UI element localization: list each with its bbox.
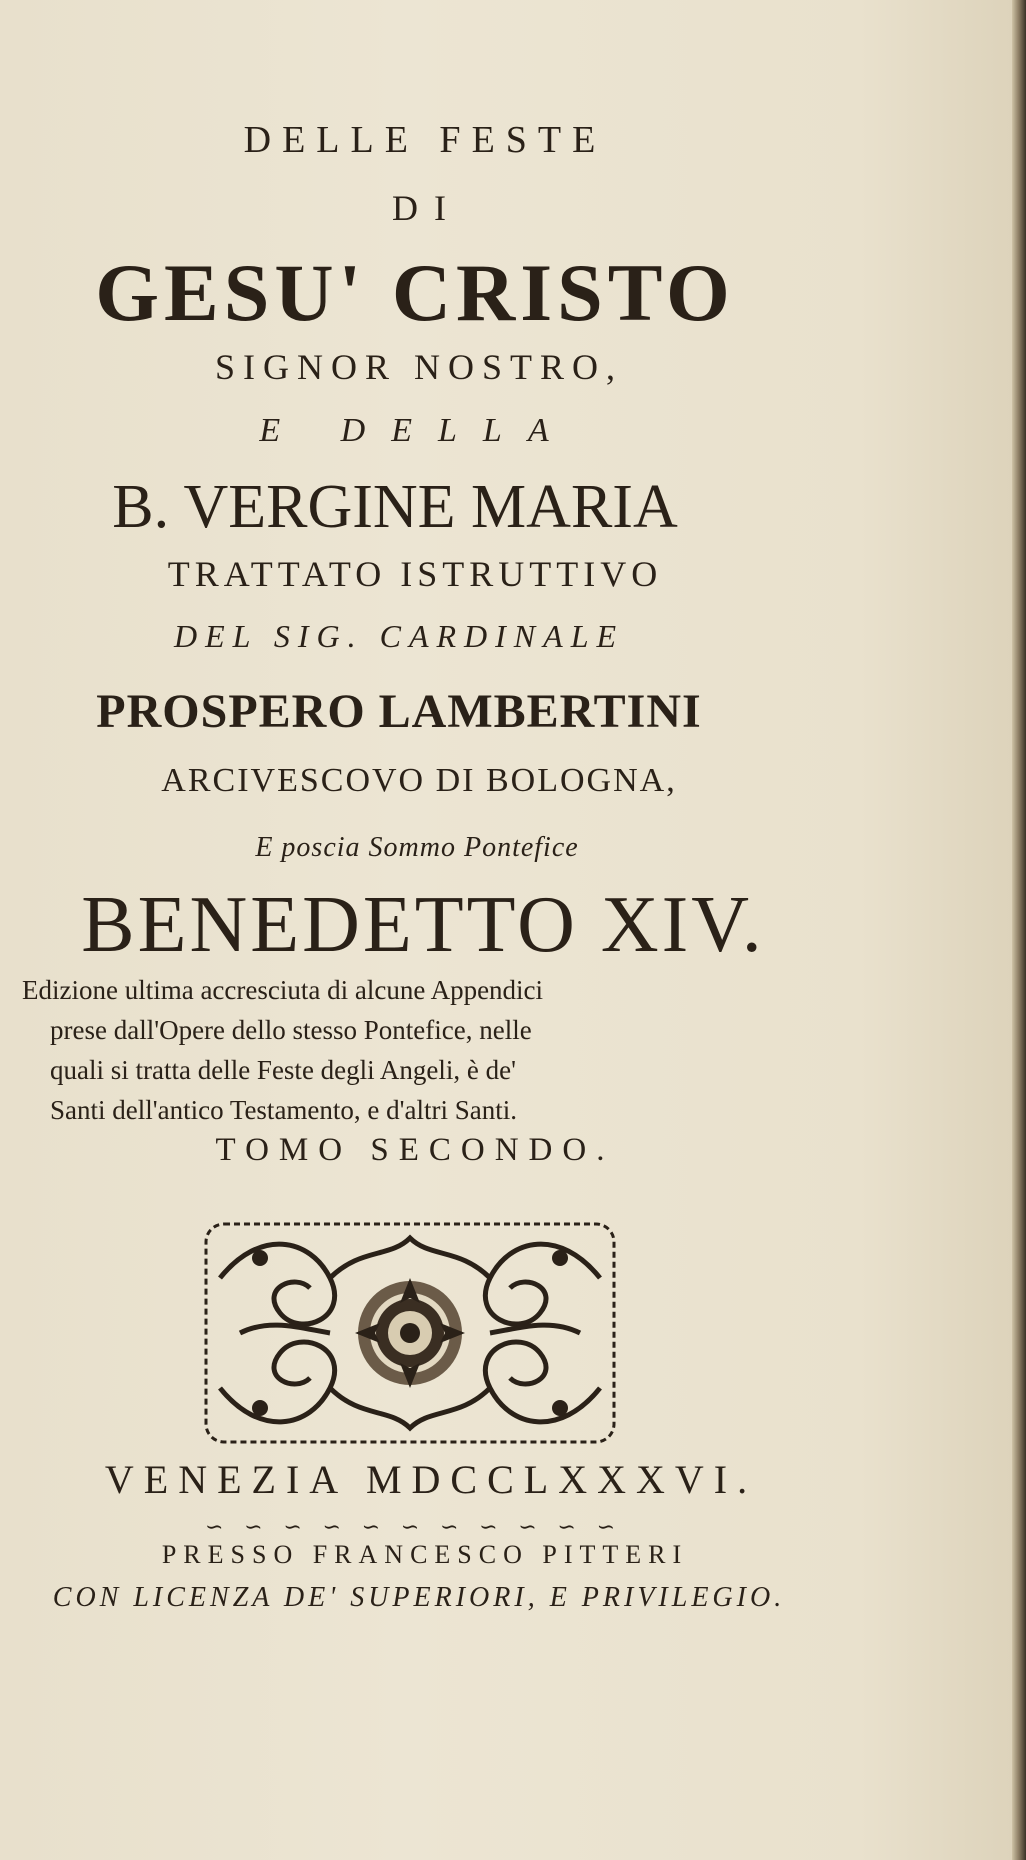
rule-glyph: ∽ (283, 1514, 302, 1539)
edition-note-line: Edizione ultima accresciuta di alcune Appendici (22, 975, 544, 1005)
volume-label: TOMO SECONDO. (215, 1132, 615, 1168)
imprint-printer: PRESSO FRANCESCO PITTERI (161, 1540, 689, 1569)
rule-glyph: ∽ (205, 1514, 224, 1539)
rule-glyph: ∽ (322, 1514, 341, 1539)
edition-note-line: quali si tratta delle Feste degli Angeli, è de' (50, 1055, 516, 1085)
edition-note-line: Santi dell'antico Testamento, e d'altri Santi. (50, 1095, 517, 1125)
title-line-di: DI (392, 188, 462, 228)
title-line-signor-nostro: SIGNOR NOSTRO, (214, 347, 624, 387)
pope-name: BENEDETTO XIV. (81, 881, 765, 969)
title-line-e-della: E DELLA (259, 412, 575, 449)
imprint-license: CON LICENZA DE' SUPERIORI, E PRIVILEGIO. (52, 1582, 786, 1613)
title-line-cardinale: DEL SIG. CARDINALE (173, 618, 625, 654)
rule-glyph: ∽ (361, 1514, 381, 1539)
imprint-place-year: VENEZIA MDCCLXXXVI. (104, 1457, 758, 1502)
rule-glyph: ∽ (518, 1514, 537, 1539)
title-line-delle-feste: DELLE FESTE (243, 119, 607, 161)
book-edge (1012, 0, 1026, 1860)
author-name: PROSPERO LAMBERTINI (96, 685, 702, 738)
rule-glyph: ∽ (479, 1514, 498, 1539)
edition-note (22, 970, 802, 1130)
rule-glyph: ∽ (244, 1514, 263, 1539)
title-line-gesu-cristo: GESU' CRISTO (95, 247, 735, 338)
title-line-trattato: TRATTATO ISTRUTTIVO (167, 554, 663, 594)
rule-glyph: ∽ (596, 1514, 615, 1539)
edition-note-line: prese dall'Opere dello stesso Pontefice, nelle (50, 1015, 532, 1045)
ornamental-rule (205, 1514, 615, 1540)
rule-glyph: ∽ (400, 1514, 420, 1539)
floral-woodcut-ornament-icon (200, 1218, 620, 1448)
title-line-vergine-maria: B. VERGINE MARIA (112, 473, 678, 541)
rule-glyph: ∽ (439, 1514, 459, 1539)
rule-glyph: ∽ (557, 1514, 576, 1539)
author-title: ARCIVESCOVO DI BOLOGNA, (161, 762, 677, 799)
author-subtitle: E poscia Sommo Pontefice (255, 832, 579, 863)
